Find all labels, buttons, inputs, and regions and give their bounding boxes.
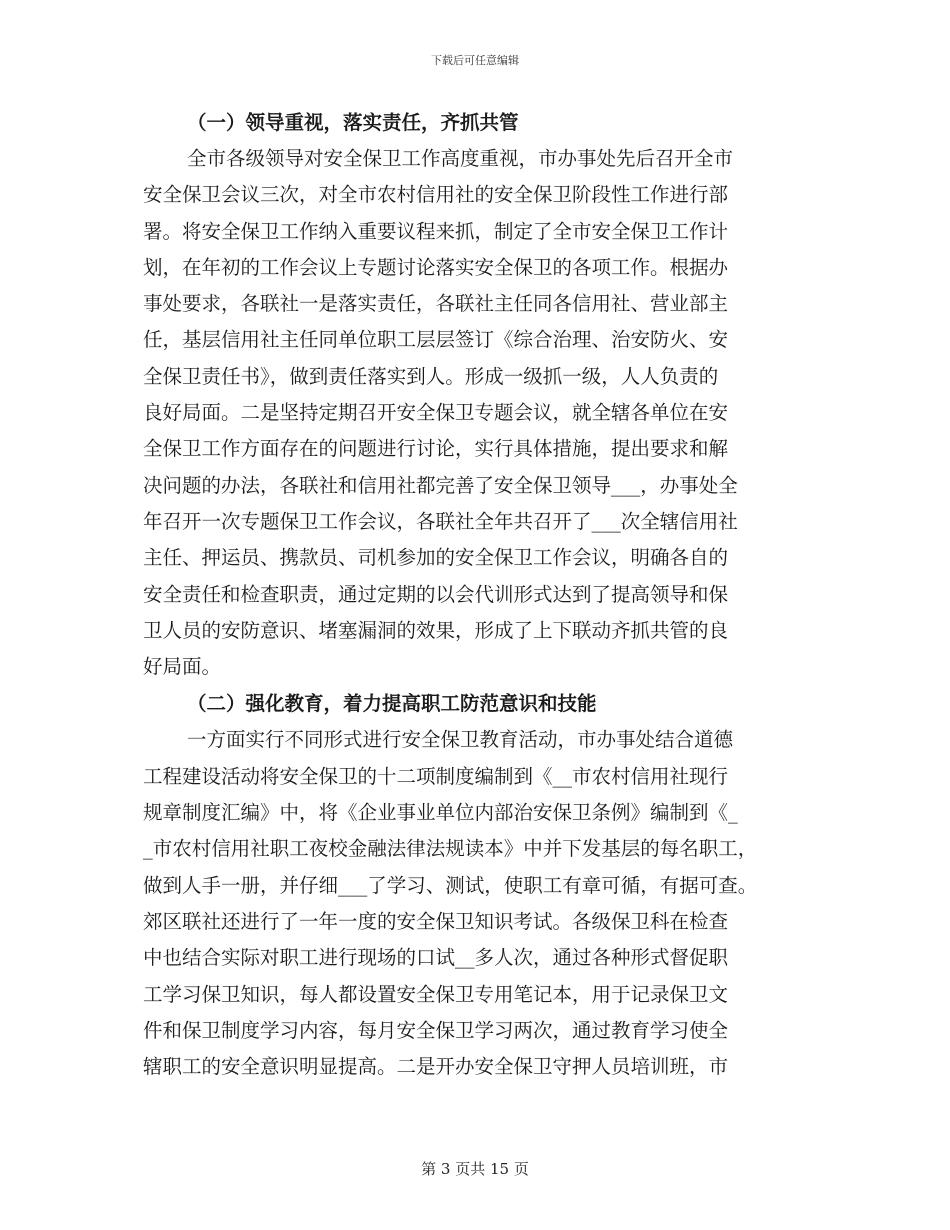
paragraph-line: 做到人手一册，并仔细___了学习、测试，使职工有章可循，有据可查。: [143, 873, 758, 897]
document-body: [143, 104, 803, 1085]
paragraph-line: 好局面。: [143, 655, 222, 679]
section-heading-1: （一）领导重视，落实责任，齐抓共管: [187, 111, 519, 134]
page-header: 下载后可任意编辑: [431, 54, 519, 67]
paragraph-line: 件和保卫制度学习内容，每月安全保卫学习两次，通过教育学习使全: [143, 1018, 729, 1042]
paragraph-line: 年召开一次专题保卫工作会议，各联社全年共召开了___次全辖信用社: [143, 509, 738, 533]
paragraph-line: 署。将安全保卫工作纳入重要议程来抓，制定了全市安全保卫工作计: [143, 219, 729, 243]
paragraph-line: 全保卫责任书》，做到责任落实到人。形成一级抓一级，人人负责的: [143, 364, 719, 388]
paragraph-line: 辖职工的安全意识明显提高。二是开办安全保卫守押人员培训班，市: [143, 1055, 729, 1079]
paragraph-line: 郊区联社还进行了一年一度的安全保卫知识考试。各级保卫科在检查: [143, 909, 729, 933]
paragraph-line: 决问题的办法，各联社和信用社都完善了安全保卫领导___，办事处全: [143, 473, 738, 497]
paragraph-line: 良好局面。二是坚持定期召开安全保卫专题会议，就全辖各单位在安: [143, 401, 729, 425]
paragraph-line: 全保卫工作方面存在的问题进行讨论，实行具体措施，提出要求和解: [143, 437, 729, 461]
paragraph-line: 工学习保卫知识，每人都设置安全保卫专用笔记本，用于记录保卫文: [143, 982, 729, 1006]
page-footer: 第 3 页共 15 页: [421, 1160, 529, 1178]
section-heading-2: （二）强化教育，着力提高职工防范意识和技能: [187, 692, 597, 716]
paragraph-line: 规章制度汇编》中，将《企业事业单位内部治安保卫条例》编制到《_: [143, 801, 738, 825]
paragraph-line: 工程建设活动将安全保卫的十二项制度编制到《__市农村信用社现行: [143, 764, 729, 788]
paragraph-line: 划，在年初的工作会议上专题讨论落实安全保卫的各项工作。根据办: [143, 255, 729, 279]
paragraph-line: 任，基层信用社主任同单位职工层层签订《综合治理、治安防火、安: [143, 328, 729, 352]
paragraph-line: _市农村信用社职工夜校金融法律法规读本》中并下发基层的每名职工，: [143, 837, 758, 861]
paragraph-line: 安全保卫会议三次，对全市农村信用社的安全保卫阶段性工作进行部: [143, 183, 729, 207]
paragraph-line: 全市各级领导对安全保卫工作高度重视，市办事处先后召开全市: [187, 147, 734, 170]
paragraph-line: 一方面实行不同形式进行安全保卫教育活动，市办事处结合道德: [187, 728, 734, 752]
paragraph-line: 事处要求，各联社一是落实责任，各联社主任同各信用社、营业部主: [143, 292, 729, 316]
paragraph-line: 中也结合实际对职工进行现场的口试__多人次，通过各种形式督促职: [143, 946, 729, 970]
paragraph-line: 安全责任和检查职责，通过定期的以会代训形式达到了提高领导和保: [143, 582, 729, 606]
paragraph-line: 卫人员的安防意识、堵塞漏洞的效果，形成了上下联动齐抓共管的良: [143, 618, 729, 642]
paragraph-line: 主任、押运员、携款员、司机参加的安全保卫工作会议，明确各自的: [143, 546, 729, 570]
